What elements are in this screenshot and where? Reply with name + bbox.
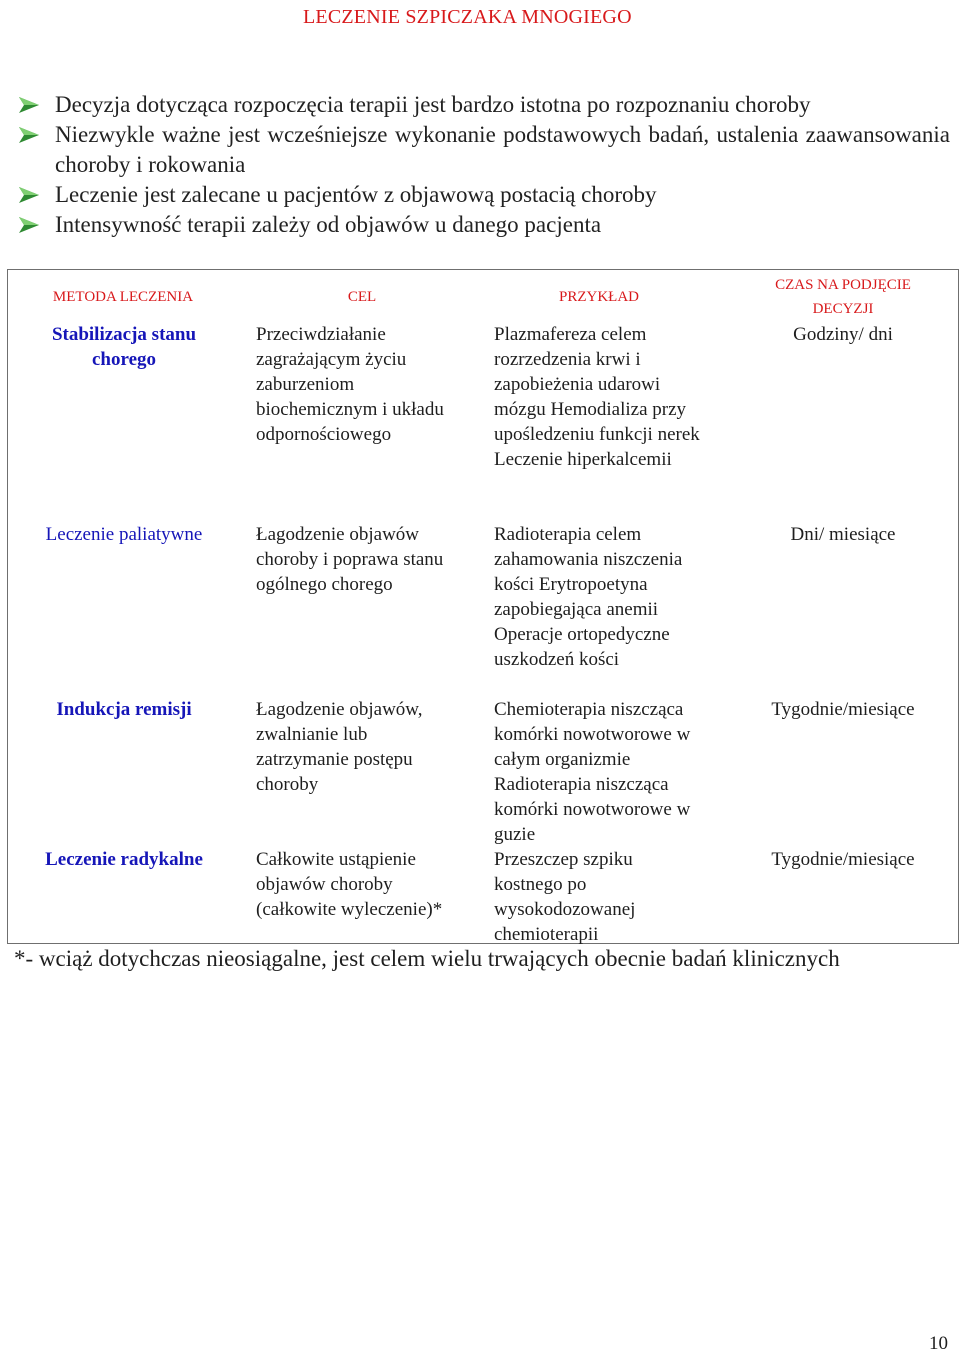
arrowhead-icon <box>18 126 40 144</box>
example-paliatywne: Radioterapia celem zahamowania niszczenia kości Erytropoetyna zapobiegająca anemii Operacje ortopedyczne uszkodzeń kości <box>494 524 683 670</box>
arrowhead-icon <box>18 186 40 204</box>
bullet-text: Intensywność terapii zależy od objawów u danego pacjenta <box>55 212 602 237</box>
page-title: LECZENIE SZPICZAKA MNOGIEGO <box>303 6 632 28</box>
header-goal: CEL <box>347 289 377 305</box>
bullet-list <box>18 90 950 240</box>
goal-paliatywne: Łagodzenie objawów choroby i poprawa stanu ogólnego chorego <box>256 524 444 595</box>
bullet-text: Decyzja dotycząca rozpoczęcia terapii jest bardzo istotna po rozpoznaniu choroby <box>55 92 811 117</box>
example-stabilizacja: Plazmafereza celem rozrzedzenia krwi i zapobieżenia udarowi mózgu Hemodializa przy upośledzeniu funkcji nerek Leczenie hiperkalcemii <box>494 324 700 470</box>
header-method: METODA LECZENIA <box>52 289 194 305</box>
goal-stabilizacja: Przeciwdziałanie zagrażającym życiu zaburzeniom biochemicznym i układu odpornościowego <box>256 324 444 445</box>
time-indukcja: Tygodnie/miesiące <box>771 699 915 720</box>
method-radykalne: Leczenie radykalne <box>45 849 203 870</box>
time-stabilizacja: Godziny/ dni <box>793 324 893 345</box>
method-stabilizacja: Stabilizacja stanu chorego <box>51 324 197 370</box>
time-paliatywne: Dni/ miesiące <box>790 524 896 545</box>
bullet-item <box>18 210 950 240</box>
page-number: 10 <box>929 1333 948 1354</box>
header-time: CZAS NA PODJĘCIE DECYZJI <box>775 277 911 317</box>
footnote: *- wciąż dotychczas nieosiągalne, jest celem wielu trwających obecnie badań klinicznych <box>14 946 840 971</box>
bullet-text: Niezwykle ważne jest wcześniejsze wykonanie podstawowych badań, ustalenia zaawansowania choroby i rokowania <box>55 122 950 177</box>
header-example: PRZYKŁAD <box>558 289 639 305</box>
method-indukcja: Indukcja remisji <box>56 699 192 720</box>
example-indukcja: Chemioterapia niszcząca komórki nowotworowe w całym organizmie Radioterapia niszcząca komórki nowotworowe w guzie <box>494 699 691 845</box>
time-radykalne: Tygodnie/miesiące <box>771 849 915 870</box>
treatment-table <box>7 269 959 944</box>
goal-indukcja: Łagodzenie objawów, zwalnianie lub zatrzymanie postępu choroby <box>256 699 423 795</box>
method-paliatywne: Leczenie paliatywne <box>45 524 203 545</box>
bullet-item <box>18 180 950 210</box>
bullet-item <box>18 90 950 120</box>
arrowhead-icon <box>18 96 40 114</box>
bullet-text: Leczenie jest zalecane u pacjentów z objawową postacią choroby <box>55 182 657 207</box>
goal-radykalne: Całkowite ustąpienie objawów choroby (całkowite wyleczenie)* <box>256 849 443 920</box>
arrowhead-icon <box>18 216 40 234</box>
example-radykalne: Przeszczep szpiku kostnego po wysokodozowanej chemioterapii <box>494 849 636 945</box>
bullet-item <box>18 120 950 180</box>
